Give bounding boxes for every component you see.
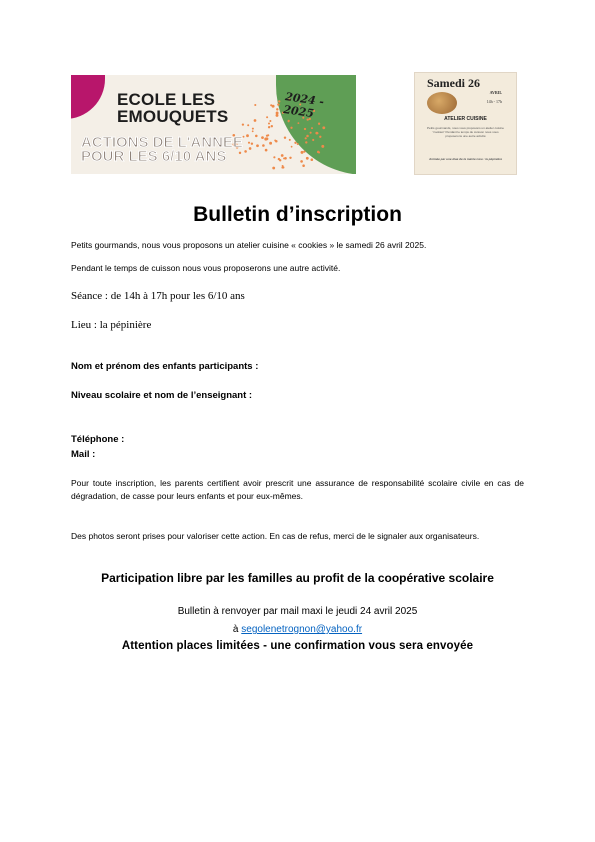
orange-dot <box>306 157 309 160</box>
orange-dot <box>310 132 312 134</box>
orange-dot <box>265 149 268 152</box>
orange-dot <box>256 144 259 147</box>
email-link[interactable]: segolenetrognon@yahoo.fr <box>241 624 363 635</box>
orange-dot <box>254 104 256 106</box>
field-children-names: Nom et prénom des enfants participants : <box>71 361 259 372</box>
cookies-image <box>427 92 457 114</box>
intro-text: Petits gourmands, nous vous proposons un atelier cuisine « cookies » le samedi 26 avril 2025. <box>71 240 427 250</box>
orange-dot <box>318 123 320 125</box>
orange-dot <box>311 127 313 129</box>
actions-line1: ACTIONS DE L'ANNEE <box>81 134 243 151</box>
orange-dot <box>265 137 268 140</box>
orange-dot <box>273 156 275 158</box>
orange-dot <box>242 123 244 125</box>
orange-dot <box>255 135 258 138</box>
session-text: Séance : de 14h à 17h pour les 6/10 ans <box>71 290 245 302</box>
orange-dot <box>301 151 304 154</box>
orange-dot <box>254 119 257 122</box>
orange-dot <box>281 154 284 157</box>
orange-dot <box>294 142 296 144</box>
flyer-footer: Animée par une élue de la mairie Lieu : la pépinière <box>428 157 503 161</box>
school-name-line2: EMOUQUETS <box>117 107 229 126</box>
orange-dot <box>252 128 254 130</box>
orange-dot <box>246 134 249 137</box>
orange-dot <box>284 136 286 138</box>
orange-dot <box>289 157 291 159</box>
orange-dot <box>282 166 284 168</box>
orange-dot <box>306 135 309 138</box>
orange-dot <box>311 158 314 161</box>
orange-dot <box>312 139 314 141</box>
actions-heading <box>81 136 243 164</box>
school-name-line1: ECOLE LES <box>117 90 216 109</box>
photos-paragraph: Des photos seront prises pour valoriser cette action. En cas de refus, merci de le signaler aux organisateurs. <box>71 531 480 541</box>
orange-dot <box>319 136 321 138</box>
orange-dot <box>272 167 275 170</box>
pink-shape <box>71 75 105 119</box>
field-phone: Téléphone : <box>71 434 125 445</box>
attention-note: Attention places limitées - une confirmation vous sera envoyée <box>121 640 474 652</box>
participation-heading: Participation libre par les familles au profit de la coopérative scolaire <box>101 571 494 585</box>
orange-dot <box>268 122 270 124</box>
orange-dot <box>305 141 307 143</box>
page-title: Bulletin d’inscription <box>193 203 402 226</box>
email-prefix: à <box>232 624 242 635</box>
orange-dot <box>269 142 272 145</box>
orange-dot <box>317 132 319 134</box>
orange-dot <box>266 116 268 118</box>
flyer-date: Samedi 26 <box>427 76 481 90</box>
orange-dot <box>318 151 320 153</box>
school-name <box>117 91 228 125</box>
school-year: 2024 - 2025 <box>282 90 325 121</box>
actions-line2: POUR LES 6/10 ANS <box>81 148 227 165</box>
return-note: Bulletin à renvoyer par mail maxi le jeudi 24 avril 2025 <box>177 606 418 617</box>
insurance-paragraph: Pour toute inscription, les parents certifient avoir prescrit une assurance de responsabilité scolaire civile en cas de dégradation, de casse pour leurs enfants et pour eux-mêmes. <box>71 478 524 501</box>
flyer-title: ATELIER CUISINE <box>444 116 487 122</box>
orange-dot <box>322 126 325 129</box>
orange-dot <box>248 142 250 144</box>
flyer-month: AVRIL <box>489 90 502 95</box>
orange-dot <box>297 143 299 145</box>
orange-dot <box>300 160 303 163</box>
orange-dot <box>304 128 306 130</box>
orange-dot <box>272 105 275 108</box>
orange-dot <box>249 147 252 150</box>
flyer-hours: 14h - 17h <box>486 99 502 104</box>
orange-dot <box>274 140 276 142</box>
orange-dot <box>289 139 291 141</box>
orange-dot <box>283 157 285 159</box>
orange-dot <box>321 145 324 148</box>
location-text: Lieu : la pépinière <box>71 319 152 331</box>
orange-dot <box>271 125 273 127</box>
orange-dot <box>276 112 279 115</box>
orange-dot <box>244 150 247 153</box>
activity-text: Pendant le temps de cuisson nous vous proposerons une autre activité. <box>71 263 341 273</box>
orange-dot <box>266 135 268 137</box>
orange-dot <box>297 122 299 124</box>
orange-dot <box>278 100 280 102</box>
flyer-thumbnail <box>414 72 517 175</box>
flyer-body: Petits gourmands, nous vous proposons un atelier cuisine "cookies" Pendant le temps de cuisson nous vous proposerons une autre activité <box>427 126 504 138</box>
orange-dot <box>302 164 305 167</box>
school-banner <box>71 75 356 174</box>
orange-dot <box>251 142 253 144</box>
orange-dot <box>290 127 292 129</box>
orange-dot <box>277 103 279 105</box>
orange-dot <box>303 150 305 152</box>
orange-dot <box>305 137 307 139</box>
field-school-level: Niveau scolaire et nom de l’enseignant : <box>71 390 253 401</box>
orange-dot <box>288 120 290 122</box>
orange-dot <box>276 108 278 110</box>
orange-dot <box>269 120 271 122</box>
orange-dot <box>247 124 249 126</box>
orange-dot <box>261 136 264 139</box>
orange-dot <box>278 158 280 160</box>
orange-dot <box>262 144 265 147</box>
orange-dot <box>252 130 254 132</box>
field-mail: Mail : <box>71 449 96 460</box>
orange-dot <box>291 146 293 148</box>
orange-dot <box>268 126 270 128</box>
email-line <box>0 624 595 635</box>
